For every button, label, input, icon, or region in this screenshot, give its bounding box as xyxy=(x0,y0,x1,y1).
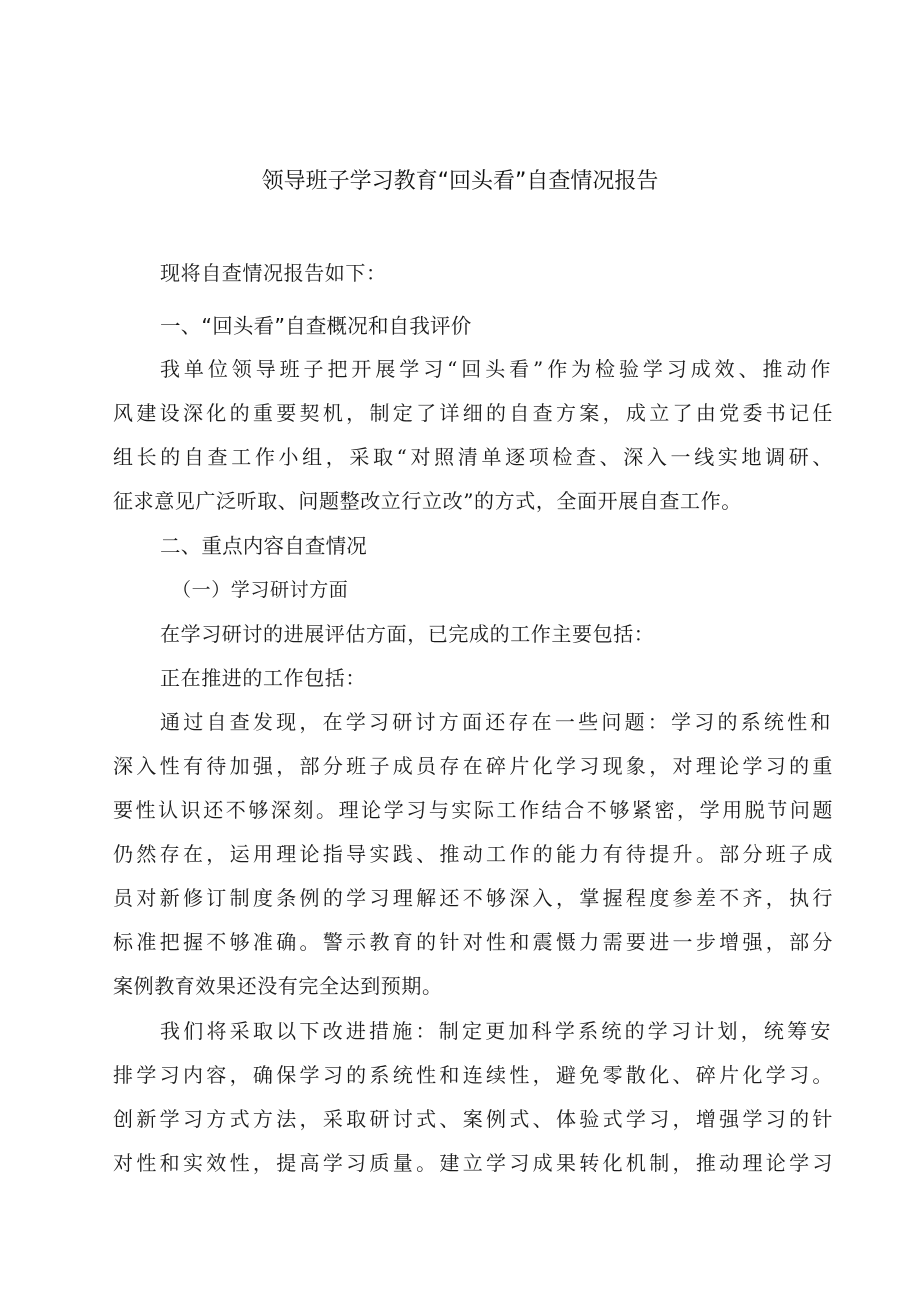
report-title: 领导班子学习教育“回头看”自查情况报告 xyxy=(261,169,659,194)
problems-line: 案例教育效果还没有完全达到预期。 xyxy=(113,974,443,998)
measures-line: 创新学习方式方法，采取研讨式、案例式、体验式学习，增强学习的针 xyxy=(113,1107,833,1131)
measures-line: 排学习内容，确保学习的系统性和连续性，避免零散化、碎片化学习。 xyxy=(113,1063,833,1087)
problems-line: 标准把握不够准确。警示教育的针对性和震慑力需要进一步增强，部分 xyxy=(113,930,833,954)
completed-work-paragraph: 在学习研讨的进展评估方面，已完成的工作主要包括： xyxy=(160,622,655,646)
problems-line: 通过自查发现，在学习研讨方面还存在一些问题：学习的系统性和 xyxy=(160,710,831,734)
subsection-1-heading: （一）学习研讨方面 xyxy=(172,579,349,601)
problems-line: 深入性有待加强，部分班子成员存在碎片化学习现象，对理论学习的重 xyxy=(113,754,833,778)
measures-line: 对性和实效性，提高学习质量。建立学习成果转化机制，推动理论学习 xyxy=(113,1151,833,1175)
problems-line: 员对新修订制度条例的学习理解还不够深入，掌握程度参差不齐，执行 xyxy=(113,886,833,910)
measures-line: 我们将采取以下改进措施：制定更加科学系统的学习计划，统筹安 xyxy=(160,1019,831,1043)
section-1-heading: 一、“回头看”自查概况和自我评价 xyxy=(160,314,472,338)
problems-line: 仍然存在，运用理论指导实践、推动工作的能力有待提升。部分班子成 xyxy=(113,842,833,866)
section-1-line: 风建设深化的重要契机，制定了详细的自查方案，成立了由党委书记任 xyxy=(113,401,833,425)
intro-paragraph: 现将自查情况报告如下： xyxy=(160,261,387,285)
section-1-line: 我单位领导班子把开展学习“回头看”作为检验学习成效、推动作 xyxy=(160,357,831,381)
ongoing-work-paragraph: 正在推进的工作包括： xyxy=(160,666,366,690)
section-1-line: 征求意见广泛听取、问题整改立行立改”的方式，全面开展自查工作。 xyxy=(113,489,742,513)
section-1-line: 组长的自查工作小组，采取“对照清单逐项检查、深入一线实地调研、 xyxy=(113,445,833,469)
section-2-heading: 二、重点内容自查情况 xyxy=(160,534,367,558)
problems-line: 要性认识还不够深刻。理论学习与实际工作结合不够紧密，学用脱节问题 xyxy=(113,798,833,822)
